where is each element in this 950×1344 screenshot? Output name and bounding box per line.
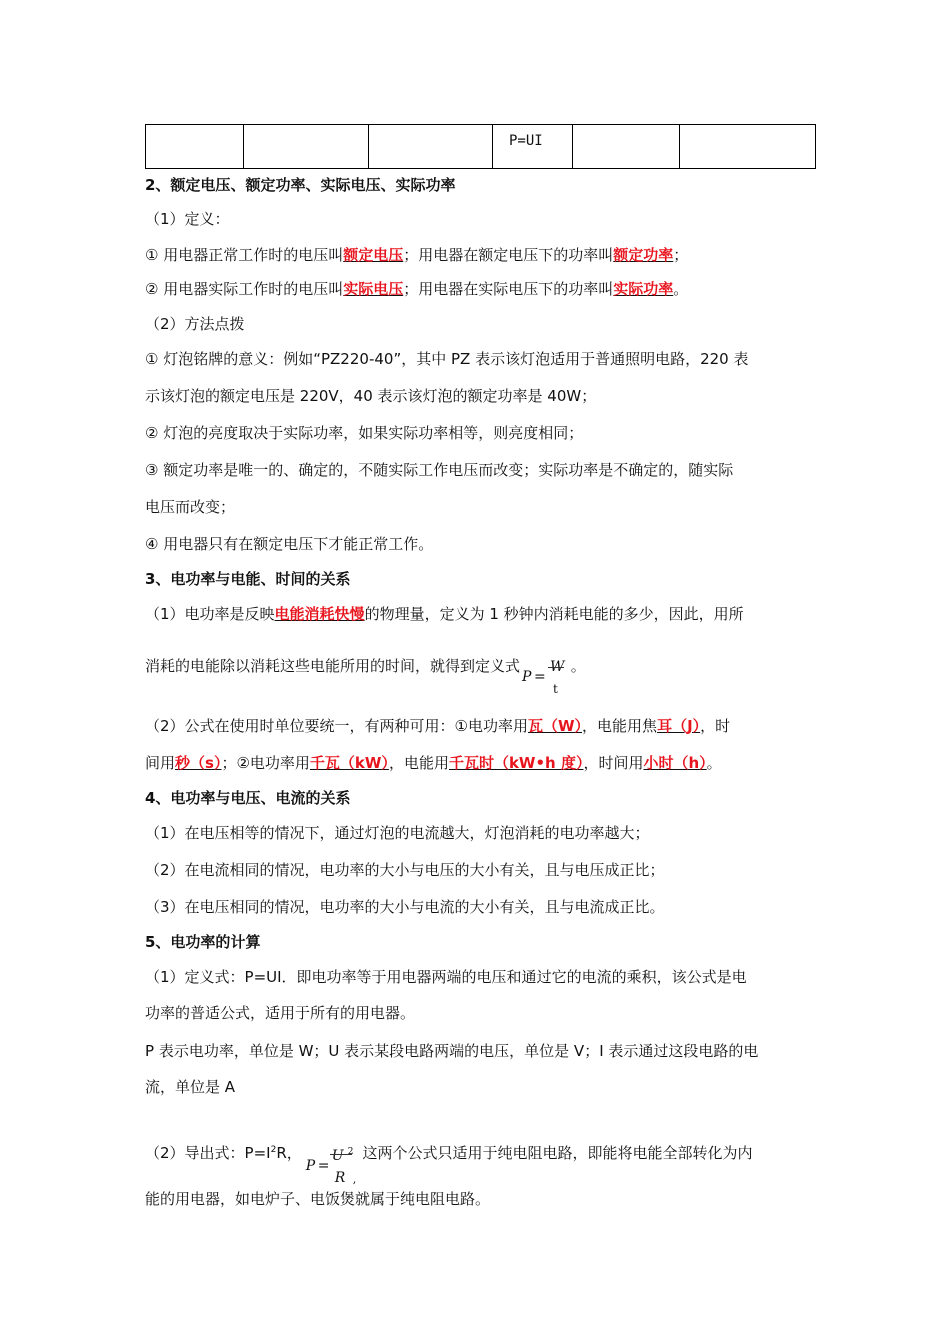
answer-actual-voltage: 实际电压	[343, 280, 404, 298]
s4-line-3: （3）在电压相同的情况，电功率的大小与电流的大小有关，且与电流成正比。	[145, 898, 665, 916]
answer-actual-power: 实际功率	[613, 280, 674, 298]
section-2-heading: 2、额定电压、额定功率、实际电压、实际功率	[145, 176, 456, 194]
answer-rated-power: 额定功率	[613, 246, 674, 264]
table-cell-formula: P=UI	[493, 125, 573, 169]
s2-method-label: （2）方法点拨	[145, 315, 245, 333]
s5-line-2b: 流，单位是 A	[145, 1078, 236, 1096]
s2-method-3a: ③ 额定功率是唯一的、确定的，不随实际工作电压而改变；实际功率是不确定的，随实际	[145, 461, 734, 479]
answer-watt: 瓦（W）	[528, 717, 583, 735]
answer-hour: 小时（h）	[643, 754, 707, 772]
table-cell	[244, 125, 369, 169]
table-cell	[680, 125, 816, 169]
s5-line-3: （2）导出式：$P=I^2R$， P = U 2 R , 这两个公式只适用于纯电阻电路，即能将电能全部转化为内	[145, 1128, 753, 1176]
section-4-heading: 4、电功率与电压、电流的关系	[145, 789, 351, 807]
formula-p-equals-w-over-t: P = W t	[522, 658, 565, 696]
answer-rated-voltage: 额定电压	[343, 246, 404, 264]
s2-method-4: ④ 用电器只有在额定电压下才能正常工作。	[145, 535, 434, 553]
s2-definition-label: （1）定义：	[145, 210, 230, 228]
answer-joule: 耳（J）	[657, 717, 701, 735]
answer-kilowatt: 千瓦（kW）	[309, 754, 389, 772]
s3-para-1b: 消耗的电能除以消耗这些电能所用的时间，就得到定义式 P = W t 。	[145, 646, 586, 687]
table-cell	[369, 125, 493, 169]
s4-line-2: （2）在电流相同的情况，电功率的大小与电压的大小有关，且与电压成正比；	[145, 861, 665, 879]
formula-p-equals-u2-over-r: P = U 2 R ,	[305, 1146, 357, 1186]
table-cell	[573, 125, 680, 169]
s5-line-1a: （1）定义式：P=UI．即电功率等于用电器两端的电压和通过它的电流的乘积，该公式是电	[145, 968, 747, 986]
answer-kilowatt-hour: 千瓦时（kW•h 度）	[448, 754, 584, 772]
section-3-heading: 3、电功率与电能、时间的关系	[145, 570, 351, 588]
s3-para-1: （1）电功率是反映电能消耗快慢的物理量，定义为 1 秒钟内消耗电能的多少，因此，用所	[145, 605, 744, 623]
s3-para-2: （2）公式在使用时单位要统一，有两种可用：①电功率用瓦（W），电能用焦耳（J），时	[145, 717, 731, 735]
s2-method-1a: ① 灯泡铭牌的意义：例如“PZ220-40”，其中 PZ 表示该灯泡适用于普通照明电路，220 表	[145, 350, 749, 368]
s4-line-1: （1）在电压相等的情况下，通过灯泡的电流越大，灯泡消耗的电功率越大；	[145, 824, 650, 842]
table-cell	[146, 125, 244, 169]
s2-method-3b: 电压而改变；	[145, 498, 236, 516]
summary-table-row	[145, 124, 816, 169]
answer-second: 秒（s）	[175, 754, 222, 772]
answer-energy-rate: 电能消耗快慢	[274, 605, 365, 623]
s2-definition-line-1: ① 用电器正常工作时的电压叫额定电压；用电器在额定电压下的功率叫额定功率；	[145, 246, 689, 264]
s5-line-3b: 能的用电器，如电炉子、电饭煲就属于纯电阻电路。	[145, 1190, 491, 1208]
s5-line-1b: 功率的普适公式，适用于所有的用电器。	[145, 1004, 416, 1022]
s2-definition-line-2: ② 用电器实际工作时的电压叫实际电压；用电器在实际电压下的功率叫实际功率。	[145, 280, 689, 298]
s5-line-2a: P 表示电功率，单位是 W；U 表示某段电路两端的电压，单位是 V；I 表示通过这段电路的电	[145, 1042, 759, 1060]
s2-method-1b: 示该灯泡的额定电压是 220V，40 表示该灯泡的额定功率是 40W；	[145, 387, 597, 405]
s2-method-2: ② 灯泡的亮度取决于实际功率，如果实际功率相等，则亮度相同；	[145, 424, 584, 442]
section-5-heading: 5、电功率的计算	[145, 933, 261, 951]
s3-para-2b: 间用秒（s）；②电功率用千瓦（kW），电能用千瓦时（kW•h 度），时间用小时（h）。	[145, 754, 722, 772]
